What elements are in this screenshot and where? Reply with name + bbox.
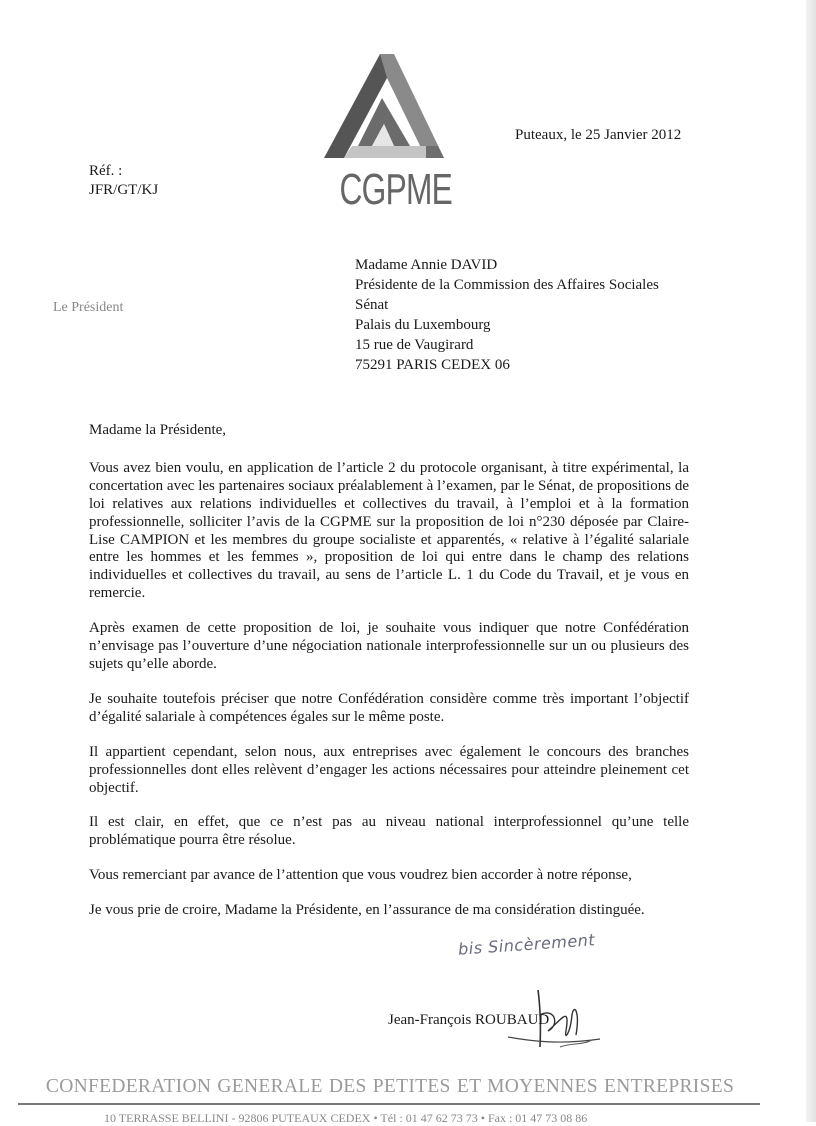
paragraph: Il est clair, en effet, que ce n’est pas au niveau national interprofessionnel qu’une telle problématique pourra être résolue. bbox=[89, 814, 689, 849]
paragraph: Vous avez bien voulu, en application de l’article 2 du protocole organisant, à titre expérimental, la concertation avec les partenaires sociaux préalablement à l’examen, par le Sénat, de propositions de loi relatives aux relations individuelles et collectives du travail, à l’emploi et à la formation professionnelle, solliciter l’avis de la CGPME sur la proposition de loi n°230 déposée par Claire-Lise CAMPION et les membres du groupe socialiste et apparentés, « relative à l’égalité salariale entre les hommes et les femmes », proposition de loi qui entre dans le champ des relations individuelles et collectives du travail, au sens de l’article L. 1 du Code du Travail, et je vous en remercie. bbox=[89, 459, 689, 602]
ref-value: JFR/GT/KJ bbox=[89, 182, 159, 198]
cgpme-logo bbox=[322, 50, 453, 220]
recipient-address bbox=[355, 255, 659, 375]
paragraph: Il appartient cependant, selon nous, aux entreprises avec également le concours des branches professionnelles dont elles relèvent d’engager les actions nécessaires pour atteindre pleinement cet objectif. bbox=[89, 743, 689, 796]
closing-paragraph: Je vous prie de croire, Madame la Présidente, en l’assurance de ma considération distinguée. bbox=[89, 902, 645, 919]
date-line: Puteaux, le 25 Janvier 2012 bbox=[515, 127, 682, 143]
paragraph: Je souhaite toutefois préciser que notre Confédération considère comme très important l’objectif d’égalité salariale à compétences égales sur le même poste. bbox=[89, 690, 689, 725]
recipient-institution: Sénat bbox=[355, 297, 389, 313]
footer-organization: CONFEDERATION GENERALE DES PETITES ET MOYENNES ENTREPRISES bbox=[45, 1076, 735, 1097]
handwritten-note: bis Sincèrement bbox=[457, 930, 596, 959]
paragraph: Vous remerciant par avance de l’attention que vous voudrez bien accorder à notre réponse, bbox=[89, 867, 632, 884]
letter-body bbox=[89, 422, 689, 937]
logo-wordmark: CGPME bbox=[339, 165, 453, 214]
recipient-building: Palais du Luxembourg bbox=[355, 317, 491, 333]
recipient-street: 15 rue de Vaugirard bbox=[355, 337, 474, 353]
reference-block bbox=[89, 162, 158, 200]
president-label: Le Président bbox=[53, 300, 124, 315]
recipient-title: Présidente de la Commission des Affaires Sociales bbox=[355, 277, 659, 293]
footer-divider bbox=[18, 1103, 760, 1105]
footer-contact: 10 TERRASSE BELLINI - 92806 PUTEAUX CEDEX • Tél : 01 47 62 73 73 • Fax : 01 47 73 08 86 bbox=[104, 1111, 588, 1125]
salutation: Madame la Présidente, bbox=[89, 422, 227, 438]
recipient-name: Madame Annie DAVID bbox=[355, 257, 498, 273]
paragraph: Après examen de cette proposition de loi, je souhaite vous indiquer que notre Confédération n’envisage pas l’ouverture d’une négociation nationale interprofessionnelle sur un ou plusieurs des sujets qu’elle aborde. bbox=[89, 620, 689, 672]
ref-label: Réf. : bbox=[89, 163, 123, 179]
recipient-city: 75291 PARIS CEDEX 06 bbox=[355, 357, 510, 373]
triangle-logo-icon bbox=[322, 50, 447, 165]
signer-name: Jean-François ROUBAUD bbox=[388, 1012, 550, 1028]
